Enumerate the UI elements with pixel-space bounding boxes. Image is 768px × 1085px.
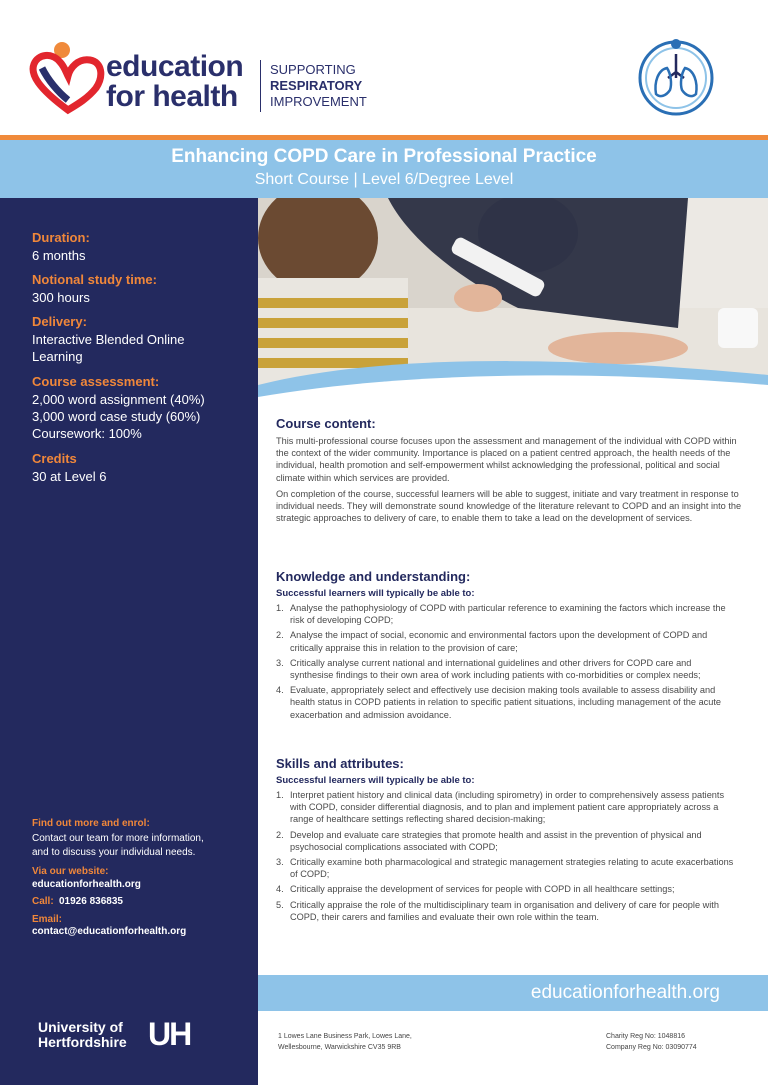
website-band-link[interactable]: educationforhealth.org [530,982,720,1003]
logo-tagline-1: SUPPORTING [270,62,356,77]
course-content-section [276,416,746,524]
call-label: Call: [32,896,54,907]
find-out-text-2: and to discuss your individual needs. [32,847,196,858]
credits-label: Credits [32,451,77,466]
skills-heading: Skills and attributes: [276,756,404,771]
university-name-2: Hertfordshire [38,1034,127,1050]
header [0,0,768,135]
company-reg: Company Reg No: 03090774 [606,1044,697,1051]
logo-tagline-3: IMPROVEMENT [270,94,367,109]
knowledge-section [276,569,746,599]
charity-reg: Charity Reg No: 1048816 [606,1033,685,1040]
assessment-item-3: Coursework: 100% [32,426,142,441]
find-out-label: Find out more and enrol: [32,818,150,829]
list-item: 5. Critically appraise the role of the multidisciplinary team in organisation and delivery of care for people with COPD, their carers and families and evaluate their own role within the team. [276,899,719,922]
sidebar [0,198,258,1085]
photo-wave-divider [258,355,768,415]
website-label: Via our website: [32,866,109,877]
assessment-item-1: 2,000 word assignment (40%) [32,392,205,407]
list-item: 2. Develop and evaluate care strategies that promote health and assist in the prevention of physical and psychosocial complications associated with COPD; [276,829,702,852]
course-content-para-1: This multi-professional course focuses upon the assessment and management of the individual with COPD within the context of the wider community. Importance is placed on a patient centred approach, the health needs of the individual, health promotion and self-empowerment whilst acknowledging the professional, political and social climate within which services are provided. [276,436,737,483]
list-item: 4. Evaluate, appropriately select and effectively use decision making tools available to assess disability and health status in COPD patients in relation to specific patient situations, including management of the acute exacerbation and admission avoidance. [276,685,722,720]
skills-section [276,756,746,786]
assessment-label: Course assessment: [32,374,160,389]
education-for-health-logo [28,38,388,118]
duration-value: 6 months [32,248,86,263]
assessment-item-2: 3,000 word case study (60%) [32,409,201,424]
page-title: Enhancing COPD Care in Professional Practice [171,146,597,167]
duration-label: Duration: [32,230,90,245]
skills-list [276,789,736,926]
study-time-label: Notional study time: [32,272,157,287]
list-item: 4. Critically appraise the development of services for people with COPD in all healthcare settings; [276,884,675,895]
list-item: 2. Analyse the impact of social, economic and environmental factors upon the development of COPD and critically appraise this in relation to the provision of care; [276,630,708,653]
logo-tagline-2: RESPIRATORY [270,78,363,93]
lungs-icon [636,38,716,118]
skills-intro: Successful learners will typically be able to: [276,775,475,786]
knowledge-list [276,602,736,724]
email-link[interactable]: contact@educationforhealth.org [32,926,187,937]
logo-text-education: education [106,50,244,83]
logo-text-for-health: for health [106,80,238,113]
delivery-label: Delivery: [32,314,87,329]
address-line-1: 1 Lowes Lane Business Park, Lowes Lane, [278,1033,412,1040]
university-name-1: University of [38,1019,123,1035]
address-line-2: Wellesbourne, Warwickshire CV35 9RB [278,1044,401,1051]
website-link[interactable]: educationforhealth.org [32,879,141,890]
uh-logo-mark: UH [148,1016,191,1052]
list-item: 3. Critically analyse current national and international guidelines and other drivers for COPD care and synthesise findings to their own area of work including patients with co-morbidities or complex needs; [276,657,701,681]
course-content-para-2: On completion of the course, successful learners will be able to suggest, initiate and vary treatment in response to individual needs. They will demonstrate sound knowledge of the literature relevant to COPD and an insight into the strategic approaches to delivery of care, to enable them to take a lead on the development of services. [276,488,742,524]
study-time-value: 300 hours [32,290,90,305]
logo-divider [260,60,261,112]
list-item: 1. Interpret patient history and clinical data (including spirometry) in order to comprehensively assess patients with COPD, consider differential diagnosis, and to plan and implement patient care appropriately across a range of healthcare settings reflecting shared decision-making; [276,790,725,825]
course-content-heading: Course content: [276,416,376,431]
heart-logo-icon [28,38,108,116]
email-label: Email: [32,914,63,925]
page-subtitle: Short Course | Level 6/Degree Level [254,171,514,188]
list-item: 1. Analyse the pathophysiology of COPD with particular reference to examining the factors which increase the risk of developing COPD; [276,603,726,626]
knowledge-heading: Knowledge and understanding: [276,569,471,584]
delivery-value-2: Learning [32,349,83,364]
list-item: 3. Critically examine both pharmacological and strategic management strategies relating to acute exacerbations of COPD; [276,857,734,880]
find-out-text-1: Contact our team for more information, [32,833,204,844]
phone-number[interactable]: 01926 836835 [59,896,123,907]
knowledge-intro: Successful learners will typically be able to: [276,588,475,599]
credits-value: 30 at Level 6 [32,469,107,484]
delivery-value-1: Interactive Blended Online [32,332,185,347]
